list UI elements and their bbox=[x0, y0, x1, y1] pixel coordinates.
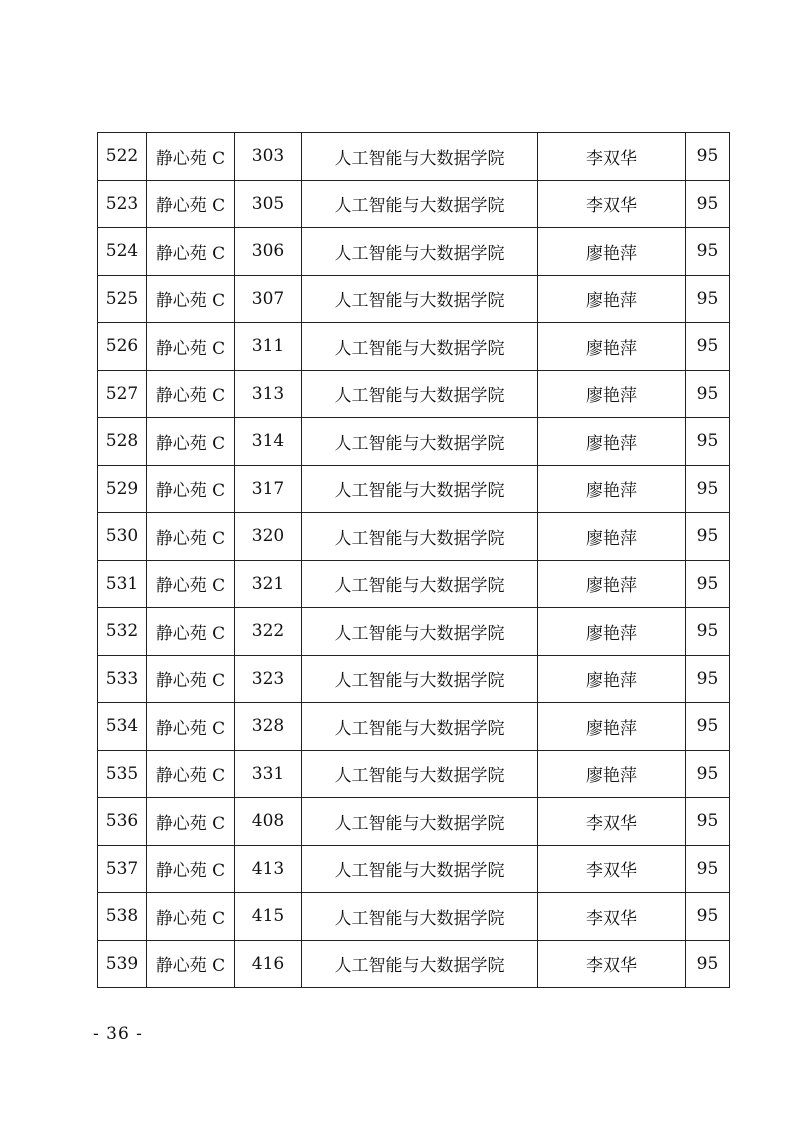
table-row bbox=[98, 750, 730, 798]
score-cell: 95 bbox=[686, 940, 730, 988]
room-number-cell: 311 bbox=[235, 323, 302, 371]
building-cell: 静心苑 C bbox=[147, 655, 235, 703]
inspector-name-cell: 李双华 bbox=[538, 845, 686, 893]
building-cell: 静心苑 C bbox=[147, 418, 235, 466]
row-number-cell: 533 bbox=[98, 655, 147, 703]
building-cell: 静心苑 C bbox=[147, 703, 235, 751]
department-cell: 人工智能与大数据学院 bbox=[302, 703, 538, 751]
score-cell: 95 bbox=[686, 228, 730, 276]
inspector-name-cell: 廖艳萍 bbox=[538, 275, 686, 323]
inspector-name-cell: 李双华 bbox=[538, 798, 686, 846]
room-number-cell: 305 bbox=[235, 180, 302, 228]
department-cell: 人工智能与大数据学院 bbox=[302, 228, 538, 276]
room-number-cell: 321 bbox=[235, 560, 302, 608]
row-number-cell: 524 bbox=[98, 228, 147, 276]
inspector-name-cell: 廖艳萍 bbox=[538, 418, 686, 466]
room-number-cell: 328 bbox=[235, 703, 302, 751]
room-number-cell: 314 bbox=[235, 418, 302, 466]
room-number-cell: 317 bbox=[235, 465, 302, 513]
building-cell: 静心苑 C bbox=[147, 275, 235, 323]
score-cell: 95 bbox=[686, 893, 730, 941]
room-number-cell: 307 bbox=[235, 275, 302, 323]
building-cell: 静心苑 C bbox=[147, 845, 235, 893]
table-row bbox=[98, 465, 730, 513]
inspector-name-cell: 廖艳萍 bbox=[538, 560, 686, 608]
score-cell: 95 bbox=[686, 703, 730, 751]
table-row bbox=[98, 275, 730, 323]
room-number-cell: 408 bbox=[235, 798, 302, 846]
table-row bbox=[98, 655, 730, 703]
room-number-cell: 303 bbox=[235, 133, 302, 181]
table-row bbox=[98, 418, 730, 466]
room-number-cell: 415 bbox=[235, 893, 302, 941]
row-number-cell: 527 bbox=[98, 370, 147, 418]
building-cell: 静心苑 C bbox=[147, 560, 235, 608]
building-cell: 静心苑 C bbox=[147, 940, 235, 988]
room-number-cell: 323 bbox=[235, 655, 302, 703]
building-cell: 静心苑 C bbox=[147, 180, 235, 228]
score-cell: 95 bbox=[686, 418, 730, 466]
row-number-cell: 539 bbox=[98, 940, 147, 988]
inspector-name-cell: 廖艳萍 bbox=[538, 655, 686, 703]
building-cell: 静心苑 C bbox=[147, 893, 235, 941]
table-body bbox=[98, 133, 730, 988]
row-number-cell: 537 bbox=[98, 845, 147, 893]
row-number-cell: 538 bbox=[98, 893, 147, 941]
building-cell: 静心苑 C bbox=[147, 228, 235, 276]
room-number-cell: 413 bbox=[235, 845, 302, 893]
room-number-cell: 313 bbox=[235, 370, 302, 418]
dormitory-score-table bbox=[97, 132, 730, 988]
inspector-name-cell: 廖艳萍 bbox=[538, 608, 686, 656]
room-number-cell: 331 bbox=[235, 750, 302, 798]
department-cell: 人工智能与大数据学院 bbox=[302, 513, 538, 561]
building-cell: 静心苑 C bbox=[147, 323, 235, 371]
room-number-cell: 322 bbox=[235, 608, 302, 656]
score-cell: 95 bbox=[686, 750, 730, 798]
room-number-cell: 306 bbox=[235, 228, 302, 276]
score-cell: 95 bbox=[686, 608, 730, 656]
building-cell: 静心苑 C bbox=[147, 370, 235, 418]
room-number-cell: 320 bbox=[235, 513, 302, 561]
score-cell: 95 bbox=[686, 845, 730, 893]
inspector-name-cell: 李双华 bbox=[538, 893, 686, 941]
score-cell: 95 bbox=[686, 323, 730, 371]
score-cell: 95 bbox=[686, 180, 730, 228]
department-cell: 人工智能与大数据学院 bbox=[302, 893, 538, 941]
department-cell: 人工智能与大数据学院 bbox=[302, 465, 538, 513]
score-cell: 95 bbox=[686, 465, 730, 513]
table-row bbox=[98, 703, 730, 751]
inspector-name-cell: 廖艳萍 bbox=[538, 465, 686, 513]
table-row bbox=[98, 513, 730, 561]
score-cell: 95 bbox=[686, 275, 730, 323]
department-cell: 人工智能与大数据学院 bbox=[302, 845, 538, 893]
row-number-cell: 536 bbox=[98, 798, 147, 846]
row-number-cell: 528 bbox=[98, 418, 147, 466]
inspector-name-cell: 廖艳萍 bbox=[538, 513, 686, 561]
row-number-cell: 535 bbox=[98, 750, 147, 798]
row-number-cell: 525 bbox=[98, 275, 147, 323]
table-row bbox=[98, 228, 730, 276]
inspector-name-cell: 廖艳萍 bbox=[538, 750, 686, 798]
department-cell: 人工智能与大数据学院 bbox=[302, 180, 538, 228]
inspector-name-cell: 廖艳萍 bbox=[538, 370, 686, 418]
inspector-name-cell: 李双华 bbox=[538, 180, 686, 228]
row-number-cell: 532 bbox=[98, 608, 147, 656]
building-cell: 静心苑 C bbox=[147, 513, 235, 561]
score-cell: 95 bbox=[686, 513, 730, 561]
score-cell: 95 bbox=[686, 798, 730, 846]
department-cell: 人工智能与大数据学院 bbox=[302, 370, 538, 418]
inspector-name-cell: 廖艳萍 bbox=[538, 703, 686, 751]
row-number-cell: 534 bbox=[98, 703, 147, 751]
department-cell: 人工智能与大数据学院 bbox=[302, 608, 538, 656]
department-cell: 人工智能与大数据学院 bbox=[302, 940, 538, 988]
table-row bbox=[98, 560, 730, 608]
row-number-cell: 531 bbox=[98, 560, 147, 608]
department-cell: 人工智能与大数据学院 bbox=[302, 133, 538, 181]
page-number: - 36 - bbox=[93, 1024, 143, 1044]
department-cell: 人工智能与大数据学院 bbox=[302, 750, 538, 798]
table-row bbox=[98, 608, 730, 656]
department-cell: 人工智能与大数据学院 bbox=[302, 655, 538, 703]
table-row bbox=[98, 893, 730, 941]
building-cell: 静心苑 C bbox=[147, 750, 235, 798]
table-row bbox=[98, 180, 730, 228]
row-number-cell: 526 bbox=[98, 323, 147, 371]
building-cell: 静心苑 C bbox=[147, 798, 235, 846]
inspector-name-cell: 李双华 bbox=[538, 133, 686, 181]
table-row bbox=[98, 133, 730, 181]
table-row bbox=[98, 940, 730, 988]
inspector-name-cell: 廖艳萍 bbox=[538, 323, 686, 371]
room-number-cell: 416 bbox=[235, 940, 302, 988]
row-number-cell: 523 bbox=[98, 180, 147, 228]
row-number-cell: 530 bbox=[98, 513, 147, 561]
score-cell: 95 bbox=[686, 370, 730, 418]
score-cell: 95 bbox=[686, 560, 730, 608]
table-row bbox=[98, 845, 730, 893]
building-cell: 静心苑 C bbox=[147, 133, 235, 181]
inspector-name-cell: 廖艳萍 bbox=[538, 228, 686, 276]
score-cell: 95 bbox=[686, 133, 730, 181]
department-cell: 人工智能与大数据学院 bbox=[302, 418, 538, 466]
dormitory-score-table-container bbox=[97, 132, 730, 988]
table-row bbox=[98, 798, 730, 846]
building-cell: 静心苑 C bbox=[147, 465, 235, 513]
department-cell: 人工智能与大数据学院 bbox=[302, 323, 538, 371]
building-cell: 静心苑 C bbox=[147, 608, 235, 656]
table-row bbox=[98, 370, 730, 418]
table-row bbox=[98, 323, 730, 371]
score-cell: 95 bbox=[686, 655, 730, 703]
department-cell: 人工智能与大数据学院 bbox=[302, 275, 538, 323]
row-number-cell: 522 bbox=[98, 133, 147, 181]
department-cell: 人工智能与大数据学院 bbox=[302, 560, 538, 608]
department-cell: 人工智能与大数据学院 bbox=[302, 798, 538, 846]
row-number-cell: 529 bbox=[98, 465, 147, 513]
inspector-name-cell: 李双华 bbox=[538, 940, 686, 988]
